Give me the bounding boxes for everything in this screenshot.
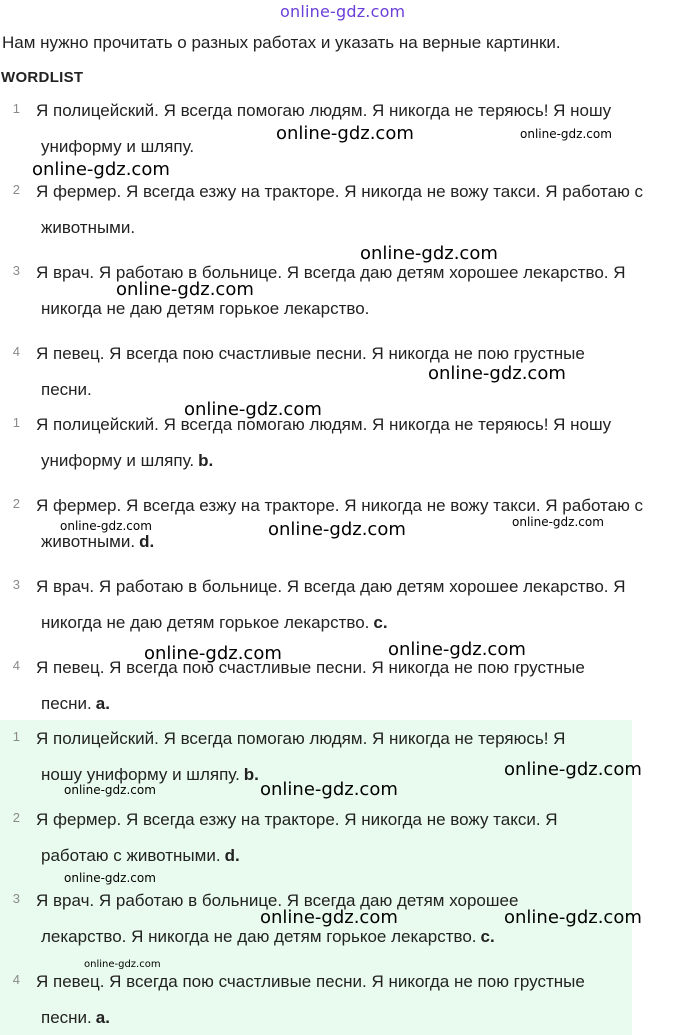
watermark: online-gdz.com [360,243,498,264]
wordlist-item [10,263,670,323]
wordlist-heading: WORDLIST [1,69,84,86]
item-number: 3 [12,891,20,906]
item-number: 4 [12,658,20,673]
item-line-2: ношу униформу и шляпу. [41,765,240,784]
item-number: 1 [12,101,20,116]
item-line-2: униформу и шляпу. [41,451,195,470]
item-number: 4 [12,972,20,987]
item-line-1: Я врач. Я работаю в больнице. Я всегда даю детям хорошее лекарство. Я [36,263,626,282]
item-line-2: работаю с животными. [41,846,221,865]
item-number: 1 [12,729,20,744]
highlighted-answer-item [10,810,625,870]
watermark: online-gdz.com [116,279,254,300]
watermark: online-gdz.com [184,399,322,420]
item-number: 1 [12,415,20,430]
watermark: online-gdz.com [60,519,152,533]
watermark: online-gdz.com [388,639,526,660]
highlighted-answer-item [10,972,625,1032]
watermark: online-gdz.com [276,123,414,144]
answer-letter: b. [198,451,214,470]
watermark: online-gdz.com [512,515,604,529]
wordlist-item [10,344,670,404]
watermark: online-gdz.com [32,159,170,180]
item-line-2: никогда не даю детям горькое лекарство. [41,613,370,632]
item-line-1: Я певец. Я всегда пою счастливые песни. Я никогда не пою грустные [36,344,585,363]
intro-text: Нам нужно прочитать о разных работах и указать на верные картинки. [2,33,561,52]
watermark: online-gdz.com [260,779,398,800]
answer-item [10,658,670,718]
item-number: 4 [12,344,20,359]
item-line-2: животными. [41,532,136,551]
watermark: online-gdz.com [64,871,156,885]
item-line-2: животными. [41,218,136,237]
answer-letter: c. [480,927,495,946]
answer-letter: d. [139,532,155,551]
answer-letter: b. [243,765,259,784]
item-line-2: песни. [41,1008,92,1027]
item-number: 2 [12,182,20,197]
item-line-1: Я полицейский. Я всегда помогаю людям. Я никогда не теряюсь! Я [36,729,566,748]
item-line-2: униформу и шляпу. [41,137,195,156]
answer-letter: d. [224,846,240,865]
item-line-1: Я полицейский. Я всегда помогаю людям. Я никогда не теряюсь! Я ношу [36,101,612,120]
item-number: 2 [12,810,20,825]
item-line-1: Я полицейский. Я всегда помогаю людям. Я никогда не теряюсь! Я ношу [36,415,612,434]
watermark: online-gdz.com [504,907,642,928]
site-watermark-top: online-gdz.com [280,2,406,21]
wordlist-item [10,182,678,242]
item-line-2: песни. [41,694,92,713]
watermark: online-gdz.com [504,759,642,780]
item-line-2: лекарство. Я никогда не даю детям горькое лекарство. [41,927,477,946]
item-line-1: Я врач. Я работаю в больнице. Я всегда даю детям хорошее лекарство. Я [36,577,626,596]
item-line-1: Я певец. Я всегда пою счастливые песни. Я никогда не пою грустные [36,658,585,677]
watermark: online-gdz.com [268,519,406,540]
item-line-1: Я врач. Я работаю в больнице. Я всегда даю детям хорошее [36,891,519,910]
item-line-1: Я фермер. Я всегда езжу на тракторе. Я никогда не вожу такси. Я работаю с [36,496,644,515]
answer-item [10,415,670,475]
item-line-2: песни. [41,380,92,399]
item-line-1: Я фермер. Я всегда езжу на тракторе. Я никогда не вожу такси. Я работаю с [36,182,644,201]
watermark: online-gdz.com [144,643,282,664]
watermark: online-gdz.com [260,907,398,928]
item-line-1: Я фермер. Я всегда езжу на тракторе. Я никогда не вожу такси. Я [36,810,558,829]
answer-letter: a. [95,694,110,713]
item-number: 2 [12,496,20,511]
answer-item [10,577,670,637]
answer-letter: c. [373,613,388,632]
watermark: online-gdz.com [428,363,566,384]
item-number: 3 [12,577,20,592]
item-line-1: Я певец. Я всегда пою счастливые песни. Я никогда не пою грустные [36,972,585,991]
item-line-2: никогда не даю детям горькое лекарство. [41,299,370,318]
item-number: 3 [12,263,20,278]
answer-letter: a. [95,1008,110,1027]
watermark: online-gdz.com [64,783,156,797]
watermark: online-gdz.com [520,127,612,141]
watermark: online-gdz.com [84,959,161,970]
